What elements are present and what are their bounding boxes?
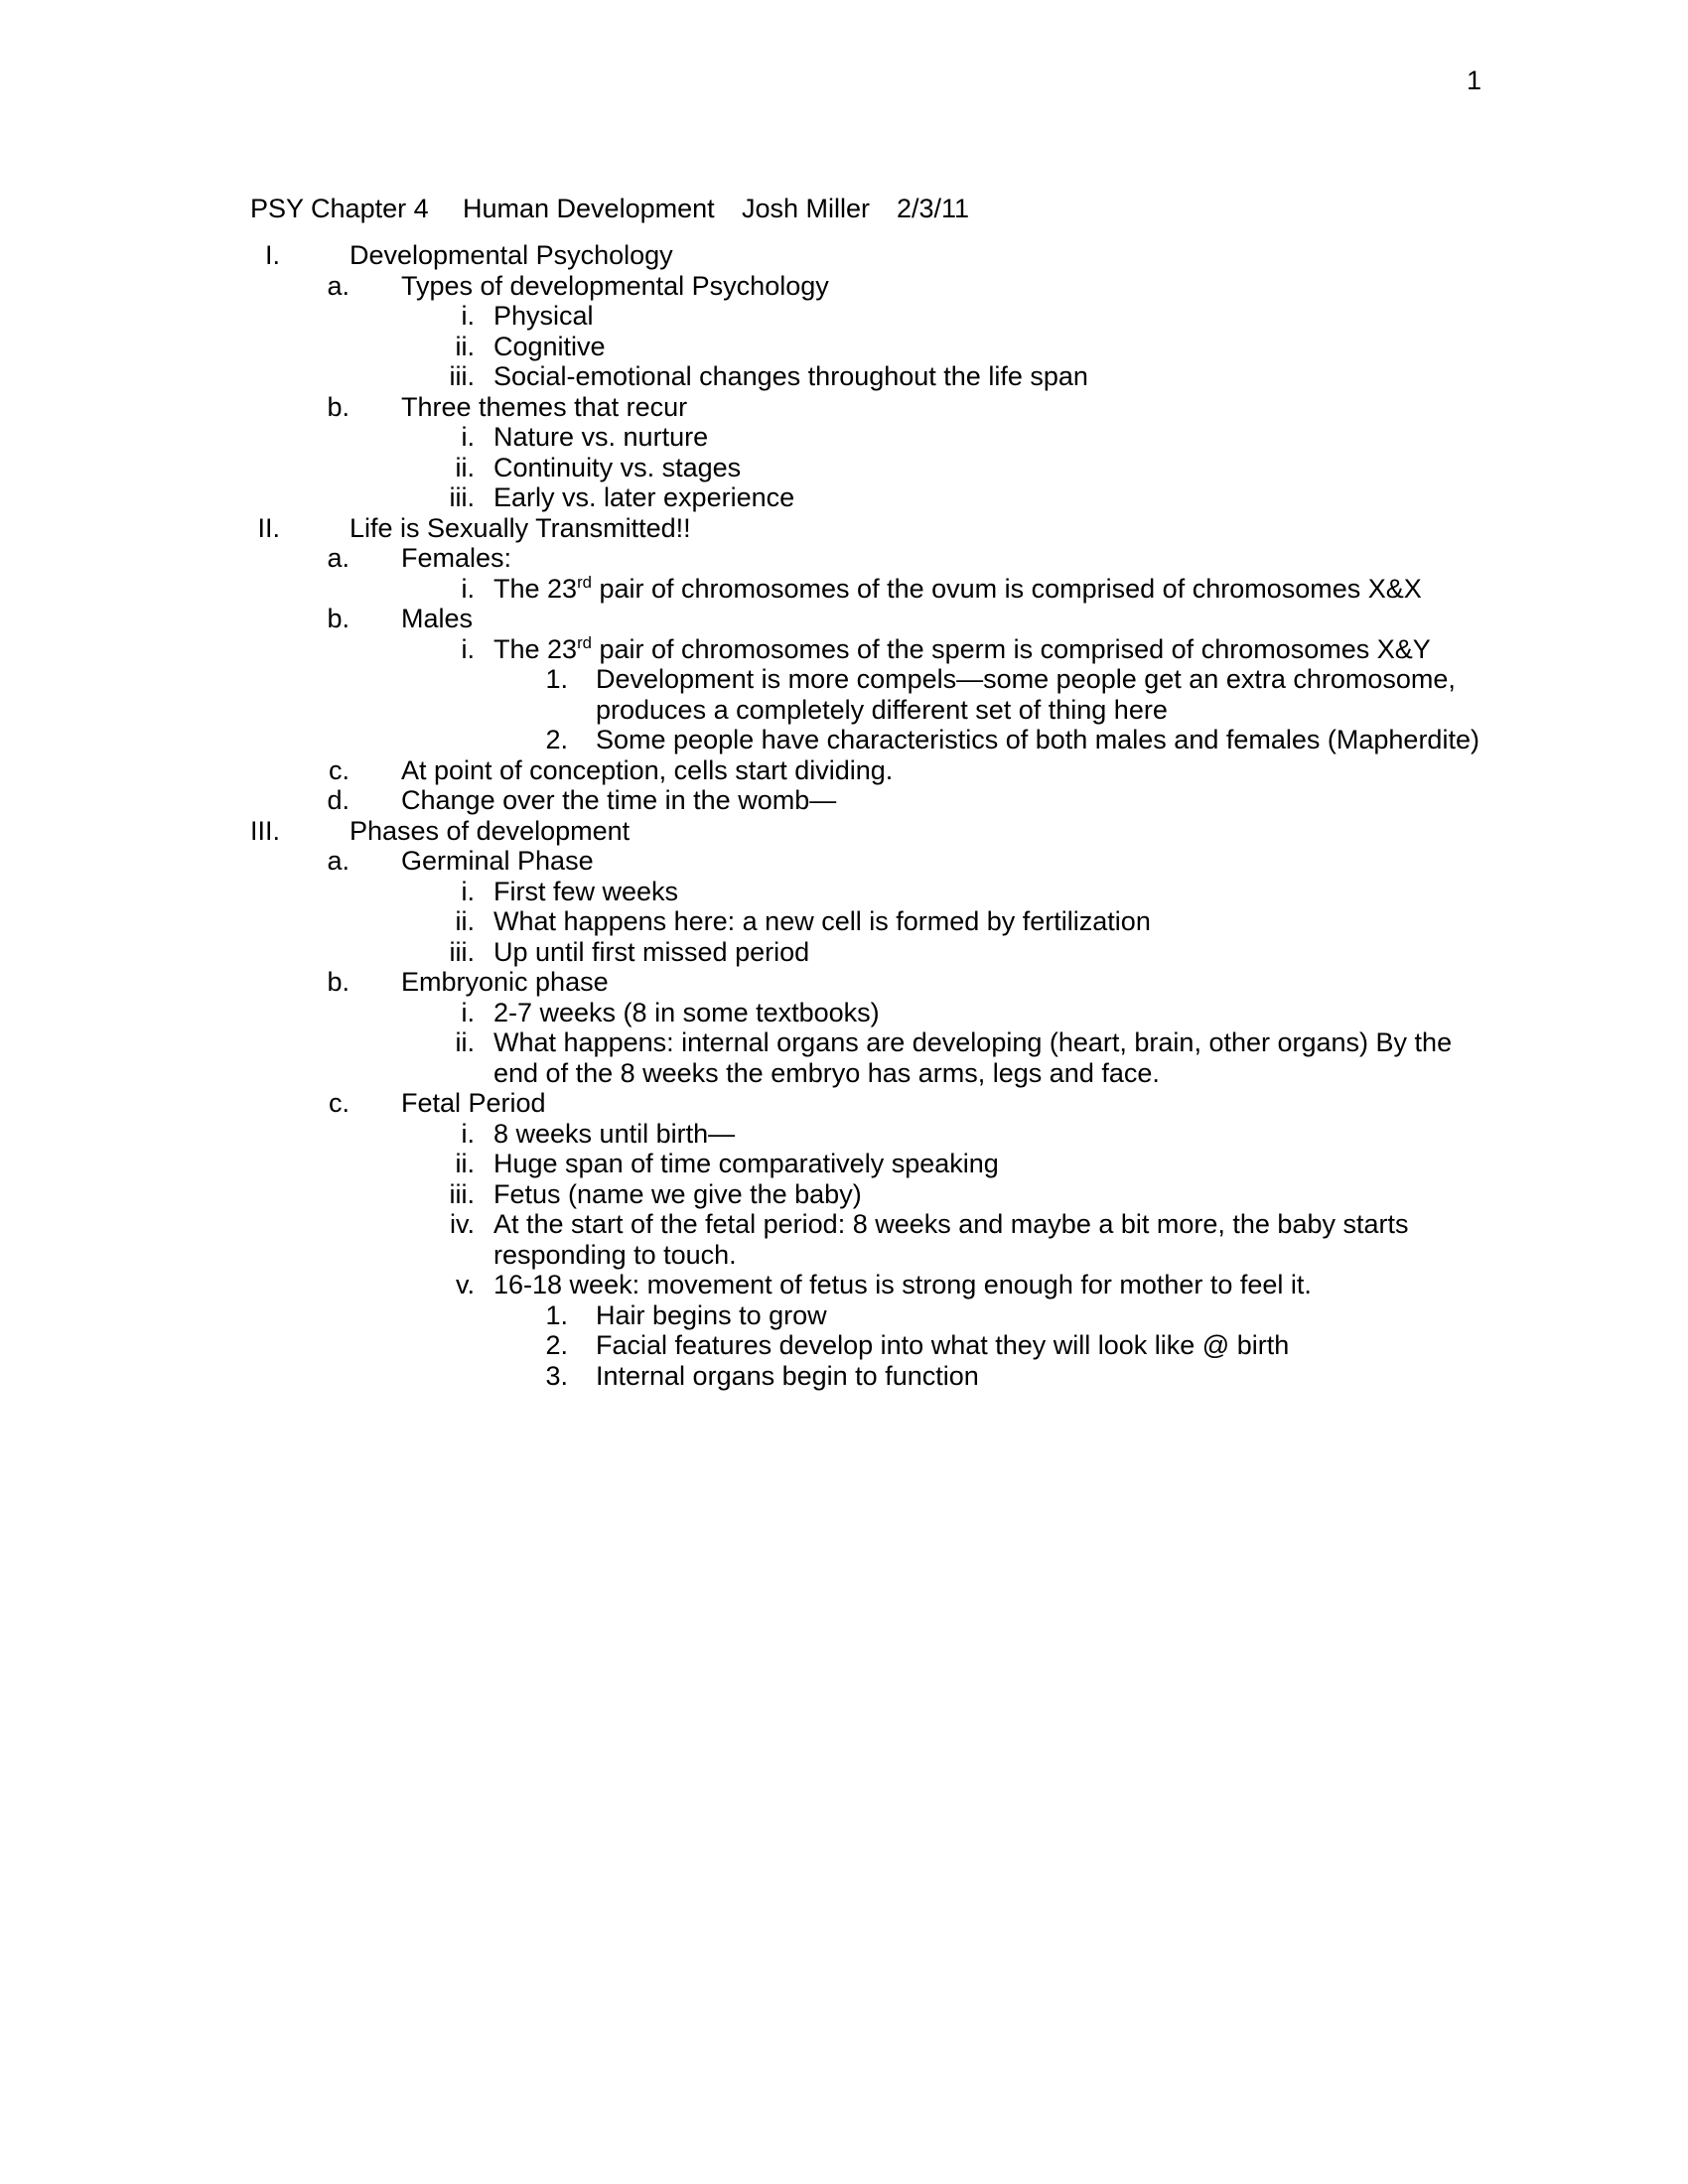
outline-item-level-3: [0, 937, 1688, 968]
page-number: 1: [1466, 66, 1481, 95]
outline-marker: II.: [257, 512, 280, 543]
outline-item-level-4: [0, 664, 1688, 725]
outline-text: Hair begins to grow: [596, 1299, 827, 1330]
outline-item-level-3: [0, 361, 1688, 392]
outline-text: Social-emotional changes throughout the life span: [493, 361, 1088, 391]
outline-marker: b.: [327, 604, 350, 633]
outline-item-level-3: [0, 877, 1688, 907]
outline-text: The 23rd pair of chromosomes of the ovum is comprised of chromosomes X&X: [493, 572, 1422, 604]
outline-item-level-3: [0, 422, 1688, 453]
outline-item-level-3: [0, 453, 1688, 483]
outline-item-level-2: [0, 1088, 1688, 1119]
outline-text: Some people have characteristics of both males and females (Mapherdite): [596, 725, 1479, 754]
outline-item-level-3: [0, 1027, 1688, 1088]
outline-marker: 2.: [545, 725, 568, 754]
outline-text: Life is Sexually Transmitted!!: [350, 512, 691, 543]
outline-marker: i.: [461, 633, 475, 664]
outline-text: Early vs. later experience: [493, 482, 795, 512]
outline-text: 16-18 week: movement of fetus is strong enough for mother to feel it.: [493, 1270, 1312, 1299]
outline-item-level-2: [0, 785, 1688, 816]
outline-marker: ii.: [455, 906, 475, 936]
outline-text: Males: [401, 604, 474, 633]
outline-text: Nature vs. nurture: [493, 422, 709, 452]
outline-marker: v.: [456, 1270, 475, 1299]
document-header-line: [250, 192, 1489, 225]
outline-item-level-3: [0, 1119, 1688, 1150]
outline-marker: a.: [327, 543, 350, 573]
outline-marker: d.: [327, 785, 350, 815]
outline-marker: iii.: [449, 361, 475, 391]
outline-item-level-4: [0, 725, 1688, 755]
outline-marker: ii.: [455, 1027, 475, 1057]
outline-text: Embryonic phase: [401, 967, 609, 997]
outline-item-level-3: [0, 332, 1688, 362]
outline-marker: iii.: [449, 1178, 475, 1209]
outline-item-level-3: [0, 1149, 1688, 1179]
outline-text: 2-7 weeks (8 in some textbooks): [493, 997, 880, 1027]
outline-item-level-4: [0, 1361, 1688, 1392]
outline-item-level-3: [0, 574, 1688, 605]
outline-marker: i.: [461, 1118, 475, 1149]
outline-text: What happens: internal organs are developing (heart, brain, other organs) By the end of the 8 weeks the embryo has arms, legs and face.: [493, 1027, 1453, 1088]
outline-item-level-1: [0, 513, 1688, 544]
outline-item-level-2: [0, 755, 1688, 786]
outline-marker: ii.: [455, 1149, 475, 1178]
outline-marker: c.: [328, 754, 350, 785]
outline-text: First few weeks: [493, 876, 679, 906]
outline-marker: iii.: [449, 936, 475, 967]
outline-marker: III.: [249, 815, 280, 846]
outline-marker: ii.: [455, 452, 475, 482]
outline-text: At point of conception, cells start dividing.: [401, 754, 894, 785]
outline-item-level-2: [0, 543, 1688, 574]
outline-text: Types of developmental Psychology: [401, 270, 829, 301]
outline-item-level-3: [0, 998, 1688, 1028]
outline-text: Fetus (name we give the baby): [493, 1178, 862, 1209]
outline-text: Up until first missed period: [493, 936, 810, 967]
outline-text: 8 weeks until birth—: [493, 1118, 736, 1149]
outline-text: Females:: [401, 543, 512, 573]
outline-marker: 3.: [545, 1360, 568, 1391]
outline-item-level-3: [0, 1270, 1688, 1300]
outline-item-level-3: [0, 634, 1688, 665]
outline-item-level-4: [0, 1330, 1688, 1361]
outline-marker: c.: [328, 1088, 350, 1118]
outline-text: Continuity vs. stages: [493, 452, 742, 482]
outline-text: Germinal Phase: [401, 846, 594, 876]
outline-text: Fetal Period: [401, 1088, 546, 1118]
outline-marker: i.: [461, 573, 475, 604]
outline-marker: 2.: [545, 1330, 568, 1360]
header-date: 2/3/11: [897, 194, 970, 223]
outline-item-level-3: [0, 906, 1688, 937]
outline-text: Cognitive: [493, 331, 606, 361]
outline-marker: b.: [327, 967, 350, 997]
outline-item-level-3: [0, 1179, 1688, 1210]
outline-item-level-3: [0, 482, 1688, 513]
outline-item-level-4: [0, 1300, 1688, 1331]
outline-item-level-2: [0, 271, 1688, 302]
outline-item-level-2: [0, 392, 1688, 423]
outline-text: Physical: [493, 301, 594, 331]
outline-text: What happens here: a new cell is formed by fertilization: [493, 906, 1151, 936]
outline-item-level-2: [0, 604, 1688, 634]
outline-item-level-1: [0, 240, 1688, 271]
outline-marker: iii.: [449, 482, 475, 512]
outline-item-level-2: [0, 967, 1688, 998]
outline-item-level-2: [0, 846, 1688, 877]
outline-item-level-1: [0, 816, 1688, 847]
outline-text: Huge span of time comparatively speaking: [493, 1149, 999, 1178]
outline-text: At the start of the fetal period: 8 weeks and maybe a bit more, the baby starts responding to touch.: [493, 1209, 1409, 1270]
outline-marker: iv.: [450, 1209, 475, 1239]
outline-text: Change over the time in the womb—: [401, 785, 837, 815]
outline-text: The 23rd pair of chromosomes of the sperm is comprised of chromosomes X&Y: [493, 632, 1431, 664]
outline-marker: i.: [461, 422, 475, 452]
outline-text: Developmental Psychology: [350, 240, 673, 270]
outline-list: [0, 240, 1688, 1391]
outline-marker: a.: [327, 846, 350, 876]
outline-marker: 1.: [545, 1299, 568, 1330]
outline-marker: b.: [327, 391, 350, 422]
outline-marker: ii.: [455, 331, 475, 361]
outline-marker: I.: [264, 240, 280, 270]
outline-item-level-3: [0, 1209, 1688, 1270]
outline-text: Phases of development: [350, 815, 631, 846]
header-author: Josh Miller: [742, 194, 871, 223]
outline-text: Facial features develop into what they will look like @ birth: [596, 1330, 1290, 1360]
outline-marker: i.: [461, 301, 475, 331]
header-course: PSY Chapter 4: [250, 194, 429, 223]
outline-marker: i.: [461, 997, 475, 1027]
outline-marker: 1.: [545, 664, 568, 694]
outline-marker: a.: [327, 270, 350, 301]
outline-marker: i.: [461, 876, 475, 906]
outline-text: Three themes that recur: [401, 391, 688, 422]
outline-text: Development is more compels—some people get an extra chromosome, produces a completely different set of thing here: [596, 664, 1456, 725]
outline-item-level-3: [0, 301, 1688, 332]
outline-text: Internal organs begin to function: [596, 1360, 979, 1391]
header-topic: Human Development: [463, 194, 715, 223]
